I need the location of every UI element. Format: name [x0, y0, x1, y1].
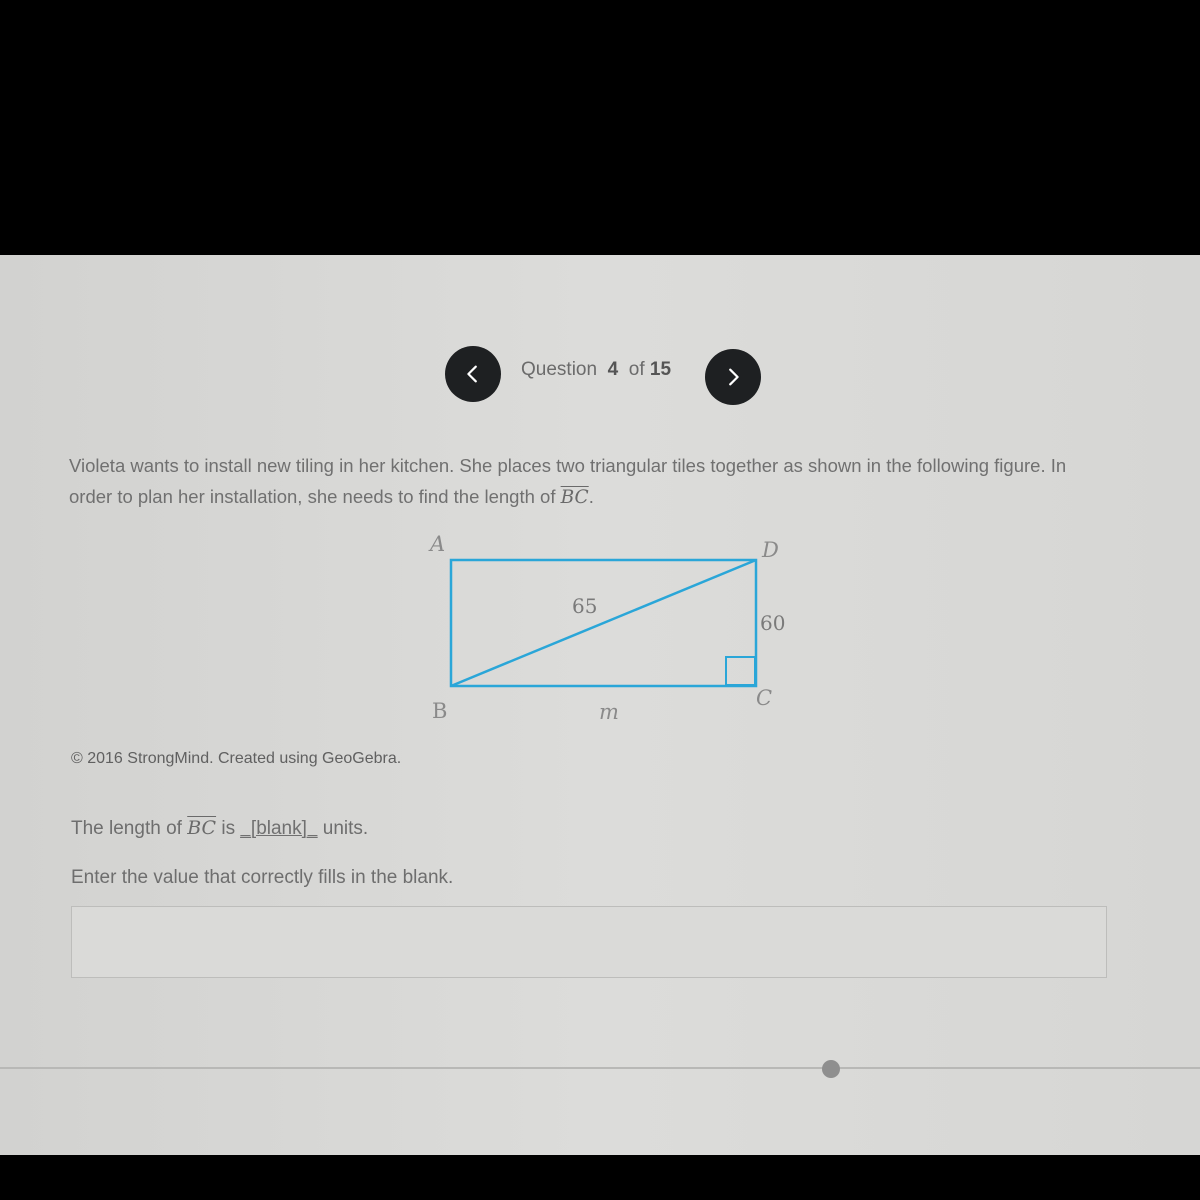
label-hypotenuse: 65 — [572, 594, 598, 618]
label-a: A — [430, 532, 446, 556]
question-word: Question — [521, 359, 598, 380]
question-prompt — [69, 450, 1099, 513]
right-angle-marker — [726, 657, 755, 685]
progress-handle[interactable] — [822, 1060, 840, 1078]
total-questions: 15 — [649, 359, 672, 380]
current-question-number: 4 — [607, 359, 619, 380]
instruction-text: Enter the value that correctly fills in the blank. — [71, 867, 454, 888]
answer-statement — [71, 817, 368, 840]
answer-input[interactable] — [71, 906, 1107, 978]
quiz-screen — [0, 255, 1200, 1155]
label-side-dc: 60 — [760, 611, 786, 635]
of-word: of — [628, 359, 645, 380]
copyright-credit: © 2016 StrongMind. Created using GeoGebra. — [71, 750, 402, 767]
prompt-text: Violeta wants to install new tiling in her kitchen. She places two triangular tiles together as shown in the following figure. In order to plan her installation, she needs to find the length of — [69, 455, 1067, 507]
label-d: D — [762, 538, 779, 562]
geometry-figure — [410, 525, 810, 725]
bottom-divider — [0, 1067, 1200, 1069]
answer-suffix: units. — [317, 818, 369, 839]
prompt-end: . — [588, 486, 594, 507]
next-question-button[interactable] — [705, 349, 761, 405]
segment-bc: $\overline{BC}$ — [560, 487, 589, 508]
answer-is: is — [216, 818, 241, 839]
answer-segment-bc: $\overline{BC}$ — [187, 817, 217, 839]
chevron-left-icon — [462, 363, 484, 385]
chevron-right-icon — [722, 366, 744, 388]
label-side-bc: m — [599, 700, 619, 724]
blank-marker: _[blank]_ — [240, 818, 318, 839]
label-c: C — [756, 686, 773, 710]
label-b: B — [432, 699, 448, 723]
diagonal-bd — [451, 560, 756, 686]
question-counter — [521, 359, 671, 381]
previous-question-button[interactable] — [445, 346, 501, 402]
answer-prefix: The length of — [71, 818, 188, 839]
